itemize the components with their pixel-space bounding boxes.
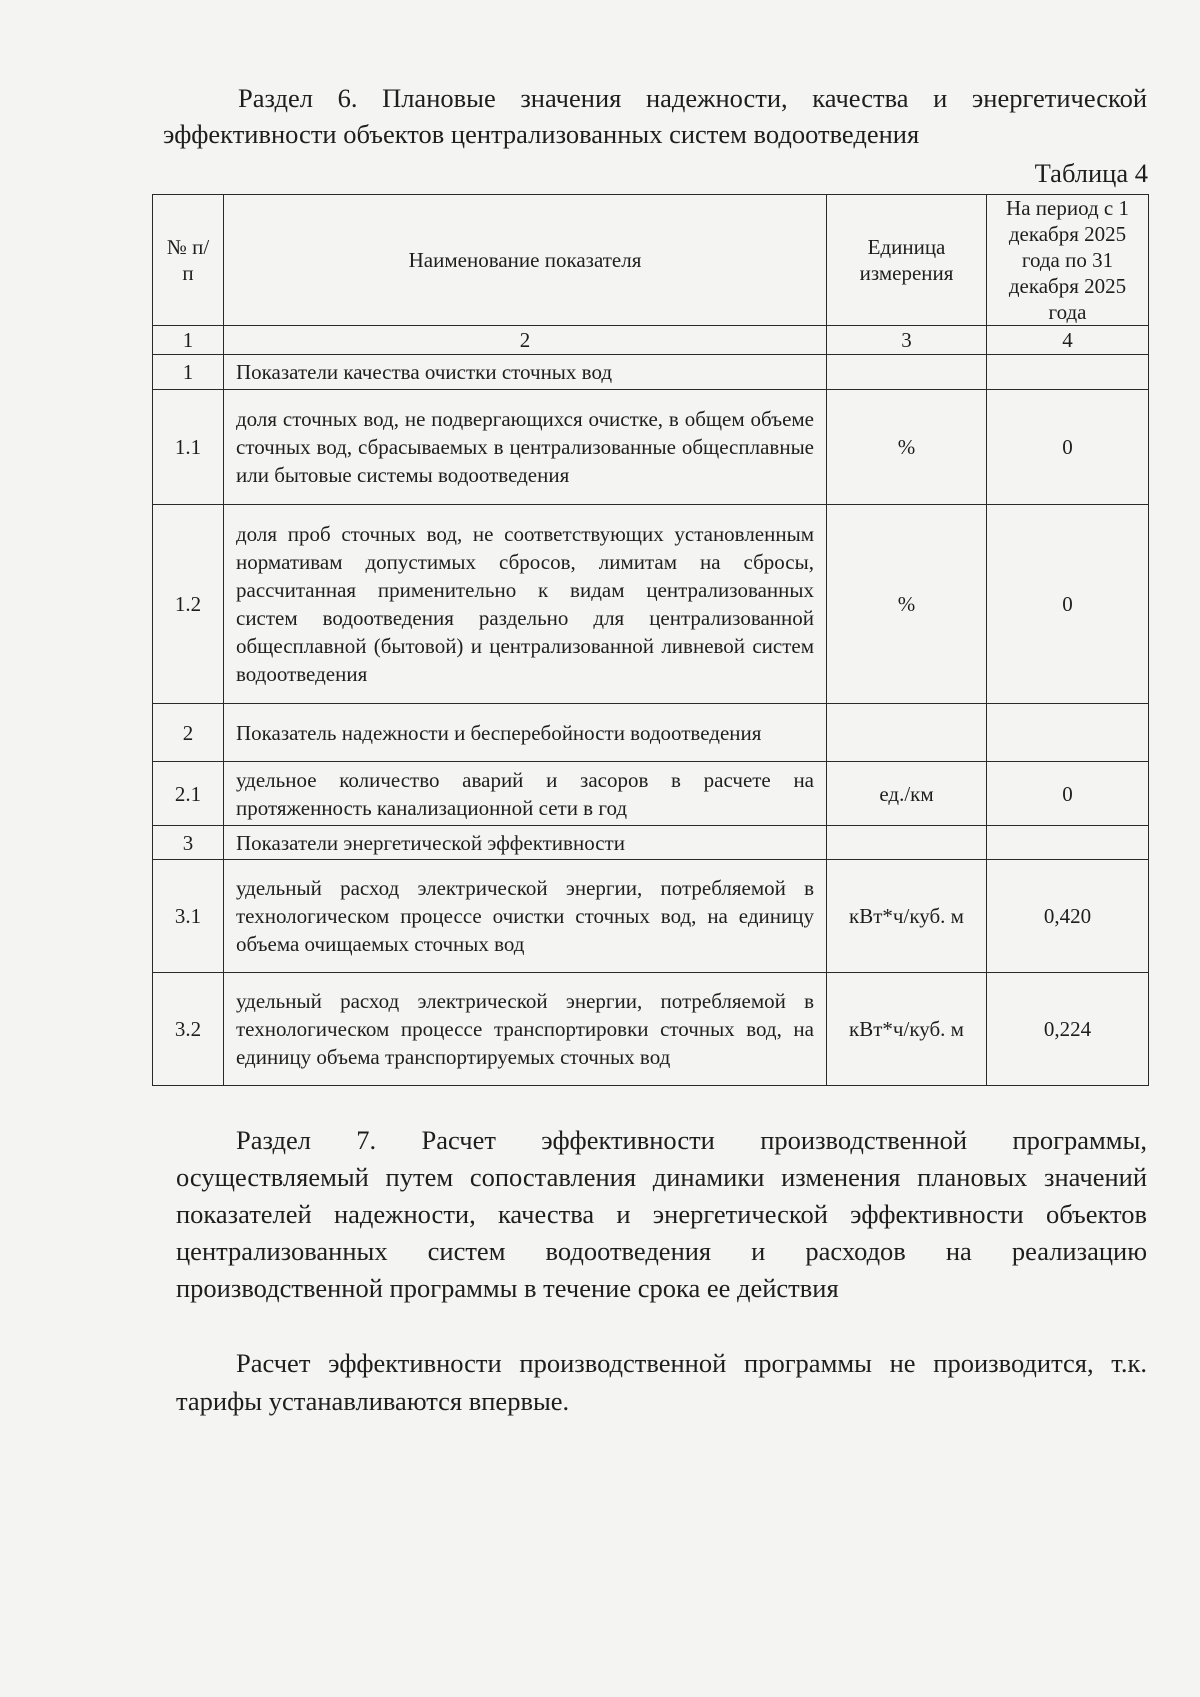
row-num: 2 <box>153 704 224 762</box>
table-row <box>153 973 1149 1086</box>
table-row <box>153 355 1149 390</box>
table-label: Таблица 4 <box>1034 158 1148 188</box>
row-name: Показатели энергетической эффективности <box>224 826 827 860</box>
table-header-row <box>153 195 1149 326</box>
row-name: Показатель надежности и бесперебойности водоотведения <box>224 704 827 762</box>
row-value: 0 <box>987 762 1149 826</box>
row-value <box>987 355 1149 390</box>
row-value <box>987 704 1149 762</box>
row-num: 1 <box>153 355 224 390</box>
row-name: доля проб сточных вод, не соответствующих установленным нормативам допустимых сбросов, лимитам на сбросы, рассчитанная применительно к видам централизованных систем водоотведения раздельно для централизованной общесплавной (бытовой) и централизованной ливневой систем водоотведения <box>224 505 827 704</box>
column-number: 1 <box>153 326 224 355</box>
table-row <box>153 704 1149 762</box>
row-num: 1.2 <box>153 505 224 704</box>
column-number: 4 <box>987 326 1149 355</box>
row-value: 0 <box>987 390 1149 505</box>
row-unit: кВт*ч/куб. м <box>827 860 987 973</box>
row-unit: % <box>827 505 987 704</box>
row-name: удельный расход электрической энергии, потребляемой в технологическом процессе очистки сточных вод, на единицу объема очищаемых сточных вод <box>224 860 827 973</box>
row-name: Показатели качества очистки сточных вод <box>224 355 827 390</box>
section-6-heading: Раздел 6. Плановые значения надежности, качества и энергетической эффективности объектов централизованных систем водоотведения <box>163 83 1147 149</box>
table-row <box>153 762 1149 826</box>
row-num: 3.1 <box>153 860 224 973</box>
section-7-heading: Раздел 7. Расчет эффективности производственной программы, осуществляемый путем сопоставления динамики изменения плановых значений показателей надежности, качества и энергетической эффективности объектов централизованных систем водоотведения и расходов на реализацию производственной программы в течение срока ее действия <box>176 1125 1147 1303</box>
row-value: 0,420 <box>987 860 1149 973</box>
row-unit <box>827 704 987 762</box>
header-num: № п/п <box>153 195 224 326</box>
row-num: 3 <box>153 826 224 860</box>
row-value <box>987 826 1149 860</box>
column-number: 2 <box>224 326 827 355</box>
header-period: На период с 1 декабря 2025 года по 31 декабря 2025 года <box>987 195 1149 326</box>
row-num: 1.1 <box>153 390 224 505</box>
row-value: 0 <box>987 505 1149 704</box>
table-row <box>153 826 1149 860</box>
row-unit <box>827 355 987 390</box>
row-unit: % <box>827 390 987 505</box>
table-row <box>153 860 1149 973</box>
column-number: 3 <box>827 326 987 355</box>
row-unit: кВт*ч/куб. м <box>827 973 987 1086</box>
row-unit: ед./км <box>827 762 987 826</box>
conclusion-text: Расчет эффективности производственной программы не производится, т.к. тарифы устанавливаются впервые. <box>176 1348 1147 1416</box>
row-num: 3.2 <box>153 973 224 1086</box>
table-row <box>153 390 1149 505</box>
table-row <box>153 505 1149 704</box>
header-name: Наименование показателя <box>224 195 827 326</box>
row-num: 2.1 <box>153 762 224 826</box>
header-unit: Единица измерения <box>827 195 987 326</box>
column-numbers-row <box>153 326 1149 355</box>
row-value: 0,224 <box>987 973 1149 1086</box>
row-name: удельный расход электрической энергии, потребляемой в технологическом процессе транспортировки сточных вод, на единицу объема транспортируемых сточных вод <box>224 973 827 1086</box>
row-unit <box>827 826 987 860</box>
row-name: доля сточных вод, не подвергающихся очистке, в общем объеме сточных вод, сбрасываемых в централизованные общесплавные или бытовые системы водоотведения <box>224 390 827 505</box>
row-name: удельное количество аварий и засоров в расчете на протяженность канализационной сети в год <box>224 762 827 826</box>
indicators-table <box>152 194 1149 1086</box>
